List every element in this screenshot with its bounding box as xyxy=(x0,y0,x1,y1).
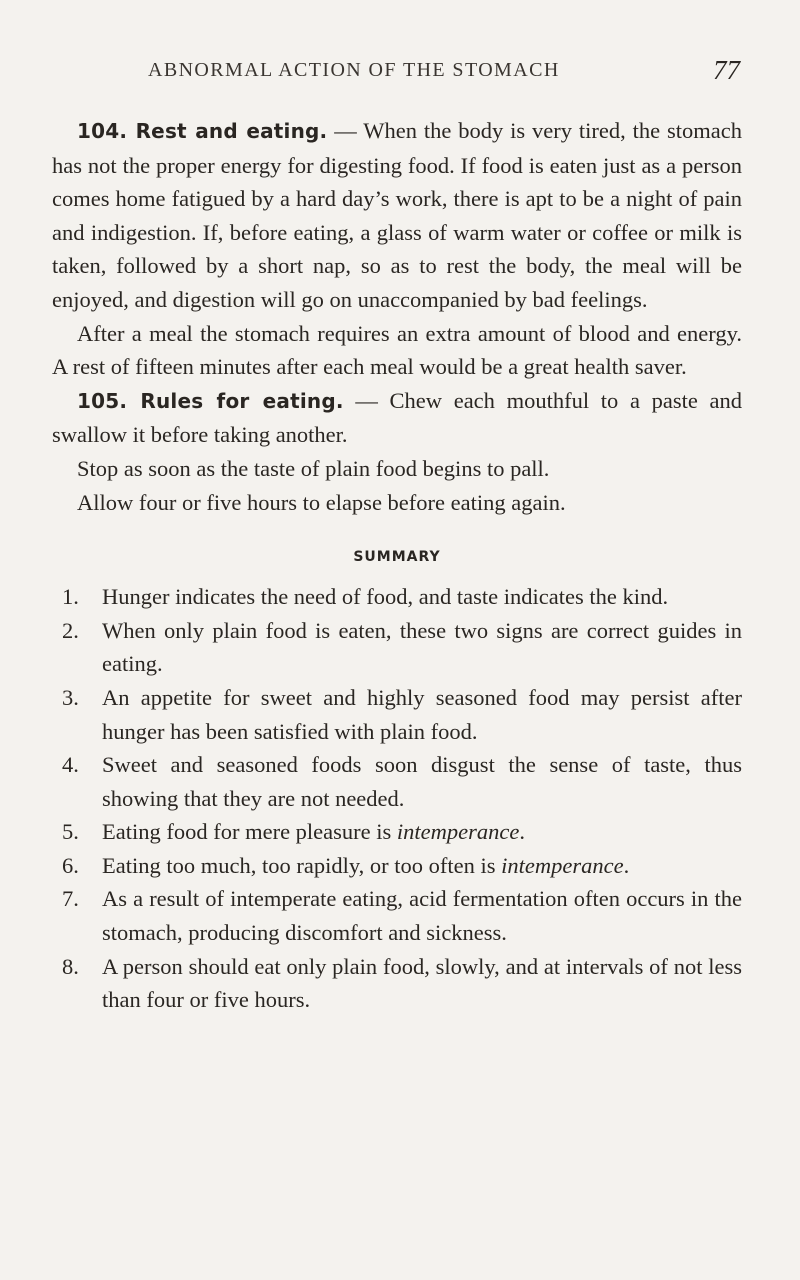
summary-heading: SUMMARY xyxy=(353,549,441,566)
summary-item-number: 7. xyxy=(62,886,79,912)
summary-item-1 xyxy=(52,580,742,614)
section-105-paragraph-3: Allow four or five hours to elapse before eating again. xyxy=(77,489,566,515)
summary-item-5 xyxy=(52,815,742,849)
summary-item-number: 4. xyxy=(62,752,79,778)
summary-item-text: As a result of intemperate eating, acid fermentation often occurs in the stomach, producing discomfort and sickness. xyxy=(102,886,742,946)
summary-item-number: 5. xyxy=(62,819,79,845)
summary-item-number: 8. xyxy=(62,953,79,979)
summary-item-6 xyxy=(52,849,742,883)
running-title: ABNORMAL ACTION OF THE STOMACH xyxy=(148,59,560,81)
summary-item-emphasis: intemperance xyxy=(396,819,520,845)
summary-item-number: 2. xyxy=(62,617,79,643)
summary-item-emphasis: intemperance xyxy=(501,852,624,878)
summary-item-text: An appetite for sweet and highly seasoned food may persist after hunger has been satisfied with plain food. xyxy=(102,684,742,744)
summary-item-7 xyxy=(52,882,742,949)
summary-item-number: 3. xyxy=(62,684,79,710)
section-104-heading: 104. Rest and eating. xyxy=(77,119,328,143)
summary-item-text: Eating food for mere pleasure is xyxy=(102,819,397,845)
section-104-paragraph xyxy=(52,114,742,317)
section-104-paragraph-2: After a meal the stomach requires an extra amount of blood and energy. A rest of fifteen minutes after each meal would be a great health saver. xyxy=(52,320,742,380)
page-number: 77 xyxy=(713,55,740,85)
body-text xyxy=(52,114,742,1017)
running-head xyxy=(148,55,742,89)
summary-item-number: 6. xyxy=(62,852,79,878)
section-105-heading: 105. Rules for eating. xyxy=(77,388,344,413)
summary-item-2 xyxy=(52,614,742,681)
summary-item-text: Sweet and seasoned foods soon disgust the sense of taste, thus showing that they are not needed. xyxy=(102,752,742,811)
summary-item-text: A person should eat only plain food, slowly, and at intervals of not less than four or five hours. xyxy=(102,953,742,1013)
summary-item-number: 1. xyxy=(62,584,79,610)
summary-item-4 xyxy=(52,748,742,815)
summary-item-8 xyxy=(52,950,742,1017)
summary-item-tail: . xyxy=(519,819,525,845)
summary-item-tail: . xyxy=(623,852,630,878)
section-105-body: — Chew each mouthful to a paste and swallow it before taking another. xyxy=(52,387,743,448)
section-105-paragraph-2: Stop as soon as the taste of plain food begins to pall. xyxy=(77,455,550,481)
summary-item-3 xyxy=(52,681,742,748)
summary-item-text: Hunger indicates the need of food, and taste indicates the kind. xyxy=(102,584,669,610)
summary-item-text: When only plain food is eaten, these two signs are correct guides in eating. xyxy=(102,617,742,677)
summary-list xyxy=(52,580,742,1017)
book-page xyxy=(52,0,742,1280)
section-105-paragraph xyxy=(52,384,742,452)
section-104-body: — When the body is very tired, the stomach has not the proper energy for digesting food. If food is eaten just as a person comes home fatigued by a hard day’s work, there is apt to be a night of pain and indigestion. If, before eating, a glass of warm water or coffee or milk is taken, followed by a short nap, so as to rest the body, the meal will be enjoyed, and digestion will go on unaccompanied by bad feelings. xyxy=(52,118,743,312)
summary-item-text: Eating too much, too rapidly, or too often is xyxy=(102,852,502,878)
